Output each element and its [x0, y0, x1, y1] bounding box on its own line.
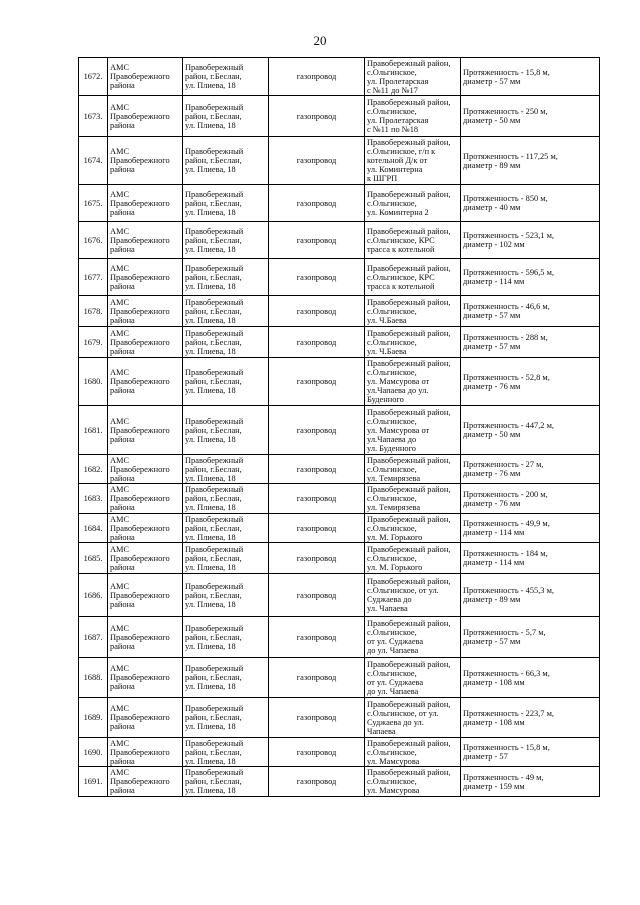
cell-address: Правобережный район, г.Беслан, ул. Плиева, 18 — [183, 222, 269, 259]
cell-address: Правобережный район, г.Беслан, ул. Плиева, 18 — [183, 658, 269, 698]
cell-address: Правобережный район, г.Беслан, ул. Плиева, 18 — [183, 617, 269, 658]
cell-owner: АМС Правобережного района — [108, 455, 183, 484]
table-row — [79, 406, 600, 455]
cell-owner: АМС Правобережного района — [108, 658, 183, 698]
cell-object-type: газопровод — [269, 296, 365, 327]
table-row — [79, 543, 600, 574]
cell-location: Правобережный район, с.Ольгинское, ул. Мамсурова от ул.Чапаева до ул. Буденного — [365, 406, 461, 455]
cell-location: Правобережный район, с.Ольгинское, ул. М. Горького — [365, 543, 461, 574]
table-row — [79, 327, 600, 358]
cell-location: Правобережный район, с.Ольгинское, ул. Пролетарская с №11 до №17 — [365, 58, 461, 96]
cell-address: Правобережный район, г.Беслан, ул. Плиева, 18 — [183, 58, 269, 96]
table-row — [79, 137, 600, 185]
cell-address: Правобережный район, г.Беслан, ул. Плиева, 18 — [183, 185, 269, 222]
cell-parameters: Протяженность - 117,25 м, диаметр - 89 мм — [461, 137, 600, 185]
cell-object-type: газопровод — [269, 358, 365, 406]
cell-number: 1690. — [79, 738, 108, 767]
cell-number: 1680. — [79, 358, 108, 406]
cell-number: 1673. — [79, 96, 108, 137]
table-row — [79, 185, 600, 222]
cell-address: Правобережный район, г.Беслан, ул. Плиева, 18 — [183, 767, 269, 797]
cell-number: 1678. — [79, 296, 108, 327]
cell-owner: АМС Правобережного района — [108, 58, 183, 96]
cell-parameters: Протяженность - 200 м, диаметр - 76 мм — [461, 484, 600, 514]
cell-object-type: газопровод — [269, 543, 365, 574]
cell-owner: АМС Правобережного района — [108, 738, 183, 767]
registry-table — [78, 57, 600, 797]
cell-number: 1684. — [79, 514, 108, 543]
cell-address: Правобережный район, г.Беслан, ул. Плиева, 18 — [183, 514, 269, 543]
cell-number: 1691. — [79, 767, 108, 797]
table-row — [79, 96, 600, 137]
cell-address: Правобережный район, г.Беслан, ул. Плиева, 18 — [183, 296, 269, 327]
table-row — [79, 296, 600, 327]
cell-object-type: газопровод — [269, 767, 365, 797]
cell-number: 1672. — [79, 58, 108, 96]
cell-number: 1688. — [79, 658, 108, 698]
cell-owner: АМС Правобережного района — [108, 543, 183, 574]
table-row — [79, 455, 600, 484]
cell-address: Правобережный район, г.Беслан, ул. Плиева, 18 — [183, 259, 269, 296]
table-row — [79, 58, 600, 96]
cell-object-type: газопровод — [269, 222, 365, 259]
table-row — [79, 358, 600, 406]
cell-parameters: Протяженность - 46,6 м, диаметр - 57 мм — [461, 296, 600, 327]
cell-location: Правобережный район, с.Ольгинское, ул. Темирязева — [365, 484, 461, 514]
cell-owner: АМС Правобережного района — [108, 767, 183, 797]
cell-owner: АМС Правобережного района — [108, 96, 183, 137]
cell-parameters: Протяженность - 455,3 м, диаметр - 89 мм — [461, 574, 600, 617]
cell-address: Правобережный район, г.Беслан, ул. Плиева, 18 — [183, 698, 269, 738]
cell-location: Правобережный район, с.Ольгинское, ул. Пролетарская с №11 по №18 — [365, 96, 461, 137]
table-row — [79, 617, 600, 658]
cell-owner: АМС Правобережного района — [108, 259, 183, 296]
table-row — [79, 698, 600, 738]
cell-parameters: Протяженность - 223,7 м, диаметр - 108 мм — [461, 698, 600, 738]
cell-owner: АМС Правобережного района — [108, 617, 183, 658]
cell-parameters: Протяженность - 184 м, диаметр - 114 мм — [461, 543, 600, 574]
cell-object-type: газопровод — [269, 406, 365, 455]
cell-address: Правобережный район, г.Беслан, ул. Плиева, 18 — [183, 738, 269, 767]
cell-object-type: газопровод — [269, 185, 365, 222]
cell-number: 1677. — [79, 259, 108, 296]
cell-parameters: Протяженность - 596,5 м, диаметр - 114 мм — [461, 259, 600, 296]
cell-number: 1687. — [79, 617, 108, 658]
cell-parameters: Протяженность - 52,8 м, диаметр - 76 мм — [461, 358, 600, 406]
cell-parameters: Протяженность - 66,3 м, диаметр - 108 мм — [461, 658, 600, 698]
registry-body — [79, 58, 600, 797]
cell-address: Правобережный район, г.Беслан, ул. Плиева, 18 — [183, 574, 269, 617]
cell-owner: АМС Правобережного района — [108, 137, 183, 185]
cell-owner: АМС Правобережного района — [108, 185, 183, 222]
cell-location: Правобережный район, с.Ольгинское, г/п к котельной Д/к от ул. Коминтерна к ШГРП — [365, 137, 461, 185]
cell-address: Правобережный район, г.Беслан, ул. Плиева, 18 — [183, 543, 269, 574]
cell-object-type: газопровод — [269, 574, 365, 617]
cell-object-type: газопровод — [269, 698, 365, 738]
cell-location: Правобережный район, с.Ольгинское, ул. Коминтерна 2 — [365, 185, 461, 222]
cell-object-type: газопровод — [269, 738, 365, 767]
cell-location: Правобережный район, с.Ольгинское, ул. Мамсурова — [365, 767, 461, 797]
cell-number: 1686. — [79, 574, 108, 617]
cell-address: Правобережный район, г.Беслан, ул. Плиева, 18 — [183, 484, 269, 514]
cell-number: 1682. — [79, 455, 108, 484]
table-row — [79, 484, 600, 514]
table-row — [79, 574, 600, 617]
cell-location: Правобережный район, с.Ольгинское, от ул. Суджаева до ул. Чапаева — [365, 698, 461, 738]
cell-address: Правобережный район, г.Беслан, ул. Плиева, 18 — [183, 406, 269, 455]
table-row — [79, 738, 600, 767]
cell-parameters: Протяженность - 447,2 м, диаметр - 50 мм — [461, 406, 600, 455]
table-row — [79, 222, 600, 259]
cell-number: 1676. — [79, 222, 108, 259]
cell-parameters: Протяженность - 5,7 м, диаметр - 57 мм — [461, 617, 600, 658]
cell-owner: АМС Правобережного района — [108, 514, 183, 543]
page-number: 20 — [313, 33, 327, 48]
cell-object-type: газопровод — [269, 137, 365, 185]
cell-location: Правобережный район, с.Ольгинское, КРС трасса к котельной — [365, 222, 461, 259]
cell-parameters: Протяженность - 15,8 м, диаметр - 57 — [461, 738, 600, 767]
cell-owner: АМС Правобережного района — [108, 296, 183, 327]
cell-location: Правобережный район, с.Ольгинское, от ул. Суджаева до ул. Чапаева — [365, 658, 461, 698]
cell-parameters: Протяженность - 523,1 м, диаметр - 102 мм — [461, 222, 600, 259]
cell-object-type: газопровод — [269, 514, 365, 543]
cell-address: Правобережный район, г.Беслан, ул. Плиева, 18 — [183, 358, 269, 406]
table-row — [79, 514, 600, 543]
cell-location: Правобережный район, с.Ольгинское, от ул. Суджаева до ул. Чапаева — [365, 574, 461, 617]
cell-parameters: Протяженность - 15,8 м, диаметр - 57 мм — [461, 58, 600, 96]
cell-owner: АМС Правобережного района — [108, 574, 183, 617]
cell-parameters: Протяженность - 250 м, диаметр - 50 мм — [461, 96, 600, 137]
cell-object-type: газопровод — [269, 327, 365, 358]
cell-parameters: Протяженность - 49,9 м, диаметр - 114 мм — [461, 514, 600, 543]
cell-owner: АМС Правобережного района — [108, 406, 183, 455]
cell-number: 1674. — [79, 137, 108, 185]
table-row — [79, 259, 600, 296]
cell-object-type: газопровод — [269, 96, 365, 137]
cell-object-type: газопровод — [269, 484, 365, 514]
cell-object-type: газопровод — [269, 58, 365, 96]
cell-address: Правобережный район, г.Беслан, ул. Плиева, 18 — [183, 96, 269, 137]
cell-parameters: Протяженность - 288 м, диаметр - 57 мм — [461, 327, 600, 358]
cell-location: Правобережный район, с.Ольгинское, от ул. Суджаева до ул. Чапаева — [365, 617, 461, 658]
cell-number: 1685. — [79, 543, 108, 574]
cell-parameters: Протяженность - 27 м, диаметр - 76 мм — [461, 455, 600, 484]
cell-object-type: газопровод — [269, 617, 365, 658]
cell-object-type: газопровод — [269, 658, 365, 698]
table-row — [79, 658, 600, 698]
cell-location: Правобережный район, с.Ольгинское, ул. Мамсурова — [365, 738, 461, 767]
cell-object-type: газопровод — [269, 455, 365, 484]
cell-parameters: Протяженность - 850 м, диаметр - 40 мм — [461, 185, 600, 222]
cell-owner: АМС Правобережного района — [108, 698, 183, 738]
cell-location: Правобережный район, с.Ольгинское, ул. Ч.Баева — [365, 296, 461, 327]
cell-location: Правобережный район, с.Ольгинское, ул. Темирязева — [365, 455, 461, 484]
cell-location: Правобережный район, с.Ольгинское, КРС трасса к котельной — [365, 259, 461, 296]
cell-number: 1675. — [79, 185, 108, 222]
table-row — [79, 767, 600, 797]
cell-owner: АМС Правобережного района — [108, 358, 183, 406]
cell-address: Правобережный район, г.Беслан, ул. Плиева, 18 — [183, 327, 269, 358]
cell-address: Правобережный район, г.Беслан, ул. Плиева, 18 — [183, 455, 269, 484]
cell-owner: АМС Правобережного района — [108, 222, 183, 259]
cell-location: Правобережный район, с.Ольгинское, ул. Мамсурова от ул.Чапаева до ул. Буденного — [365, 358, 461, 406]
cell-object-type: газопровод — [269, 259, 365, 296]
cell-number: 1689. — [79, 698, 108, 738]
cell-location: Правобережный район, с.Ольгинское, ул. Ч.Баева — [365, 327, 461, 358]
cell-owner: АМС Правобережного района — [108, 484, 183, 514]
cell-parameters: Протяженность - 49 м, диаметр - 159 мм — [461, 767, 600, 797]
cell-number: 1679. — [79, 327, 108, 358]
cell-owner: АМС Правобережного района — [108, 327, 183, 358]
cell-address: Правобережный район, г.Беслан, ул. Плиева, 18 — [183, 137, 269, 185]
cell-number: 1681. — [79, 406, 108, 455]
cell-number: 1683. — [79, 484, 108, 514]
cell-location: Правобережный район, с.Ольгинское, ул. М. Горького — [365, 514, 461, 543]
